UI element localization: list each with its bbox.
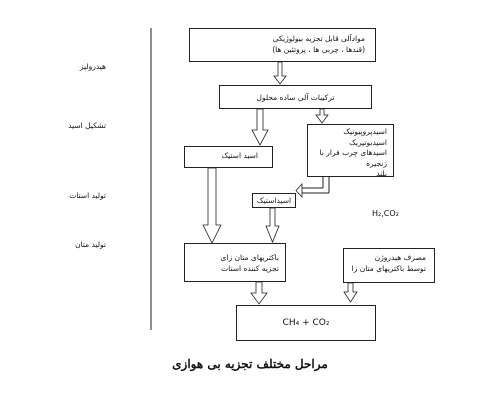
- arrow-hydrolysis: [274, 62, 286, 84]
- arrow-methanogens-to-products: [251, 282, 267, 304]
- stage-acidogenesis: تشکیل اسید: [68, 121, 106, 130]
- methanogens-line2: تجزیه کننده استات: [221, 264, 279, 273]
- substrate-line2: (قندها ، چربی ها ، پروتئین ها): [272, 45, 365, 54]
- h2-co2-label: H₂,CO₂: [372, 209, 399, 218]
- h2-consumers-line2: توسط باکتریهای متان زا: [351, 264, 426, 273]
- box-vfa: [307, 124, 394, 177]
- stage-acetogenesis: تولید استات: [69, 191, 106, 200]
- arrow-vfa-to-acetic2: [296, 177, 329, 197]
- box-acetate-methanogens: [184, 243, 286, 282]
- arrow-soluble-to-acetic: [252, 109, 268, 145]
- h2-consumers-line1: مصرف هیدروژن: [374, 253, 426, 262]
- box-soluble-compounds: [219, 85, 372, 109]
- vfa-line2: اسیدبوتیریک: [349, 137, 387, 147]
- arrow-acetic-to-methanogens: [203, 168, 221, 243]
- box-products: [236, 305, 376, 341]
- acetic-acid-label: اسید استیک: [221, 151, 258, 160]
- box-acetic-acid: [184, 146, 273, 168]
- acetic-acid-2-label: اسیداستیک: [256, 196, 292, 205]
- substrate-line1: موادآلی قابل تجزیه بیولوژیکی: [272, 34, 365, 43]
- vfa-line4: بلند: [376, 169, 387, 178]
- vfa-line1: اسیدپروپیونیک: [343, 127, 387, 136]
- stage-methanogenesis: تولید متان: [75, 240, 106, 249]
- methanogens-line1: باکتریهای متان زای: [220, 253, 279, 262]
- soluble-label: ترکیبات آلی ساده محلول: [256, 92, 335, 102]
- arrow-soluble-to-vfa: [316, 109, 328, 123]
- stage-hydrolysis: هیدرولیز: [79, 62, 106, 71]
- box-acetic-acid-2: [252, 193, 296, 208]
- diagram-caption: مراحل مختلف تجزیه بی هوازی: [172, 357, 328, 371]
- arrow-h2-to-products: [344, 283, 357, 302]
- box-substrate: [189, 28, 376, 62]
- vfa-line3: اسیدهای چرب فرار با زنجیره: [319, 148, 387, 168]
- products-label: CH₄ + CO₂: [282, 317, 330, 328]
- box-hydrogen-consumers: [343, 248, 435, 283]
- arrow-acetic2-to-methanogens: [266, 208, 279, 242]
